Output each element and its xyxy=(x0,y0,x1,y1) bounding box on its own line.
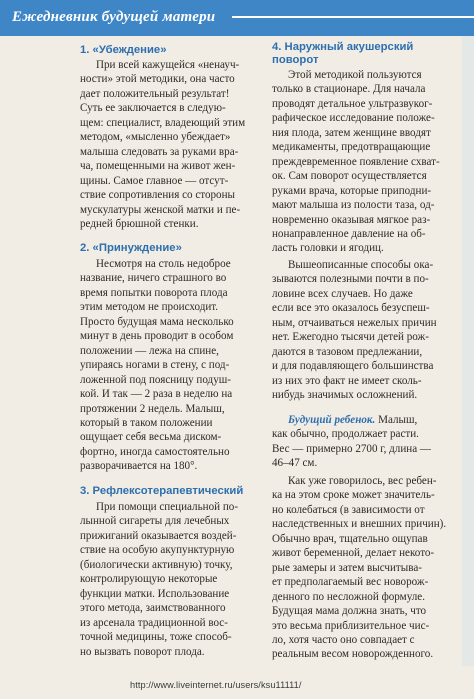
text-line: ка на этом сроке может значитель- xyxy=(272,489,435,502)
text-line: рые замеры и затем высчитыва- xyxy=(272,561,422,574)
section-4-text xyxy=(272,68,452,256)
text-line: и для подавляющего большинства xyxy=(272,360,434,373)
text-line: наследственных и внешних причин). xyxy=(272,518,447,531)
text-line: мают малыша из полости таза, од- xyxy=(272,199,435,212)
text-line: нет. Ежегодно тысячи детей рож- xyxy=(272,331,429,344)
text-line: Этой методикой пользуются xyxy=(288,69,422,81)
text-line: зываются полезными почти в по- xyxy=(272,273,429,286)
text-line: (биологически активную) точку, xyxy=(80,558,233,571)
text-line: щем: специалист, владеющий этим xyxy=(80,116,246,129)
text-line: ок. Сам поворот осуществляется xyxy=(272,170,427,183)
text-line: ложенной под поясницу подуш- xyxy=(80,373,231,386)
text-line: из них это факт не имеет сколь- xyxy=(272,374,422,387)
text-line: нибудь значимых осложнений. xyxy=(272,389,418,402)
text-line: методом, «мысленно убеждает» xyxy=(80,131,231,144)
text-line: живот беременной, делает некото- xyxy=(272,547,435,560)
text-line: новременно оказывая мягкое раз- xyxy=(272,213,431,226)
source-url[interactable]: http://www.liveinternet.ru/users/ksu11111/ xyxy=(130,680,302,690)
text-line: руками врача, которые приподни- xyxy=(272,184,432,197)
text-line: проводят детальное ультразвуког- xyxy=(272,97,433,110)
text-line: ности» этой методики, она часто xyxy=(80,73,235,86)
header-rule xyxy=(232,16,474,18)
text-line: Вышеописанные способы ока- xyxy=(288,259,434,271)
text-line: даются в тазовом предлежании, xyxy=(272,345,423,358)
page-edge-strip xyxy=(462,36,474,666)
text-line: ным, отчаиваться нежелых причин xyxy=(272,316,437,329)
text-line: медикаменты, предотвращающие xyxy=(272,141,431,154)
text-line: Вес — примерно 2700 г, длина — xyxy=(272,442,431,455)
text-line: ощущает себя весьма диском- xyxy=(80,431,222,444)
text-line: При помощи специальной по- xyxy=(96,501,239,513)
text-line: рафическое исследование положе- xyxy=(272,112,435,125)
text-line: только в стационаре. Для начала xyxy=(272,83,426,96)
text-line: Просто будущая мама несколько xyxy=(80,315,234,328)
text-line xyxy=(272,413,452,427)
text-line: ловине всех случаев. Но даже xyxy=(272,287,413,300)
text-line: малыша следовать за руками вра- xyxy=(80,145,239,158)
text-line: преждевременное появление схват- xyxy=(272,155,440,168)
section-1-text xyxy=(80,58,252,231)
lead-label: Будущий ребенок. xyxy=(288,414,376,426)
text-line: время попытки поворота плода xyxy=(80,286,228,299)
page-title: Ежедневник будущей матери xyxy=(12,9,216,25)
text-line: При всей кажущейся «ненауч- xyxy=(96,59,240,71)
section-title-3: 3. Рефлексотерапевтический xyxy=(80,485,244,497)
text-line: точной медицины, тоже способ- xyxy=(80,631,232,644)
text-line: ласть головки и ягодиц. xyxy=(272,242,384,255)
text-line: Будущая мама должна знать, что xyxy=(272,605,427,618)
section-2-text xyxy=(80,257,252,474)
section-title-4: 4. Наружный акушерский xyxy=(272,41,414,53)
baby-paragraph xyxy=(272,413,452,471)
text-line: прижиганий оказывается воздей- xyxy=(80,529,237,542)
text-line: положении — лежа на спине, xyxy=(80,344,219,357)
text-line: этим методом не происходит. xyxy=(80,301,219,314)
text-line: протяжении 2 недель. Малыш, xyxy=(80,402,225,415)
text-line: дает положительный результат! xyxy=(80,87,230,100)
text-line: ет предполагаемый вес новорож- xyxy=(272,576,429,589)
text-line: этого метода, заимствованного xyxy=(80,602,226,615)
text-line: но вызвать поворот плода. xyxy=(80,645,205,658)
text-line: разворачивается на 180°. xyxy=(80,460,198,473)
text-line: лынной сигареты для лечебных xyxy=(80,515,230,528)
text-line: Как уже говорилось, вес ребен- xyxy=(288,475,437,487)
summary-paragraph xyxy=(272,258,452,403)
text-line: ствие на особую акупунктурную xyxy=(80,544,235,557)
text-line: ния плода, затем женщине вводят xyxy=(272,126,431,139)
text-line: реальным весом новорожденного. xyxy=(272,648,434,661)
text-fragment: Малыш, xyxy=(375,414,418,426)
text-line: кой. И так — 2 раза в неделю на xyxy=(80,388,233,401)
section-title-2: 2. «Принуждение» xyxy=(80,242,182,254)
text-line: минут в день проводит в особом xyxy=(80,330,234,343)
text-line: но колебаться (в зависимости от xyxy=(272,503,425,516)
text-line: Суть ее заключается в следую- xyxy=(80,102,226,115)
section-title-1: 1. «Убеждение» xyxy=(80,44,167,56)
text-line: 46–47 см. xyxy=(272,457,318,470)
text-line: ло, хотя часто оно совпадает с xyxy=(272,633,415,646)
text-line: из арсенала традиционной вос- xyxy=(80,616,228,629)
text-line: название, ничего страшного во xyxy=(80,272,227,285)
text-line: щины. Самое главное — отсут- xyxy=(80,174,229,187)
text-line: ча, помещенными на живот жен- xyxy=(80,160,236,173)
page-header xyxy=(0,0,474,36)
text-line: упираясь ногами в стену, с под- xyxy=(80,359,230,372)
text-line: контролирующую некоторые xyxy=(80,573,218,586)
text-line: это весьма приблизительное чис- xyxy=(272,619,430,632)
section-title-4-cont: поворот xyxy=(272,54,319,66)
text-line: Несмотря на столь недоброе xyxy=(96,258,231,270)
text-line: как обычно, продолжает расти. xyxy=(272,428,419,441)
text-line: если все это оказалось безуспеш- xyxy=(272,302,430,315)
text-line: денного по несложной формуле. xyxy=(272,590,425,603)
weight-paragraph xyxy=(272,474,452,662)
text-line: мускулатуры женской матки и пе- xyxy=(80,203,241,216)
text-line: функции матки. Использование xyxy=(80,587,230,600)
text-line: редней брюшной стенки. xyxy=(80,217,199,230)
text-line: который в таком положении xyxy=(80,416,213,429)
section-3-text xyxy=(80,500,252,659)
text-line: нонаправленное давление на об- xyxy=(272,227,426,240)
text-line: фортно, иногда самостоятельно xyxy=(80,445,230,458)
text-line: ствие сопротивления со стороны xyxy=(80,189,235,202)
text-line: Обычно врач, тщательно ощупав xyxy=(272,532,428,545)
